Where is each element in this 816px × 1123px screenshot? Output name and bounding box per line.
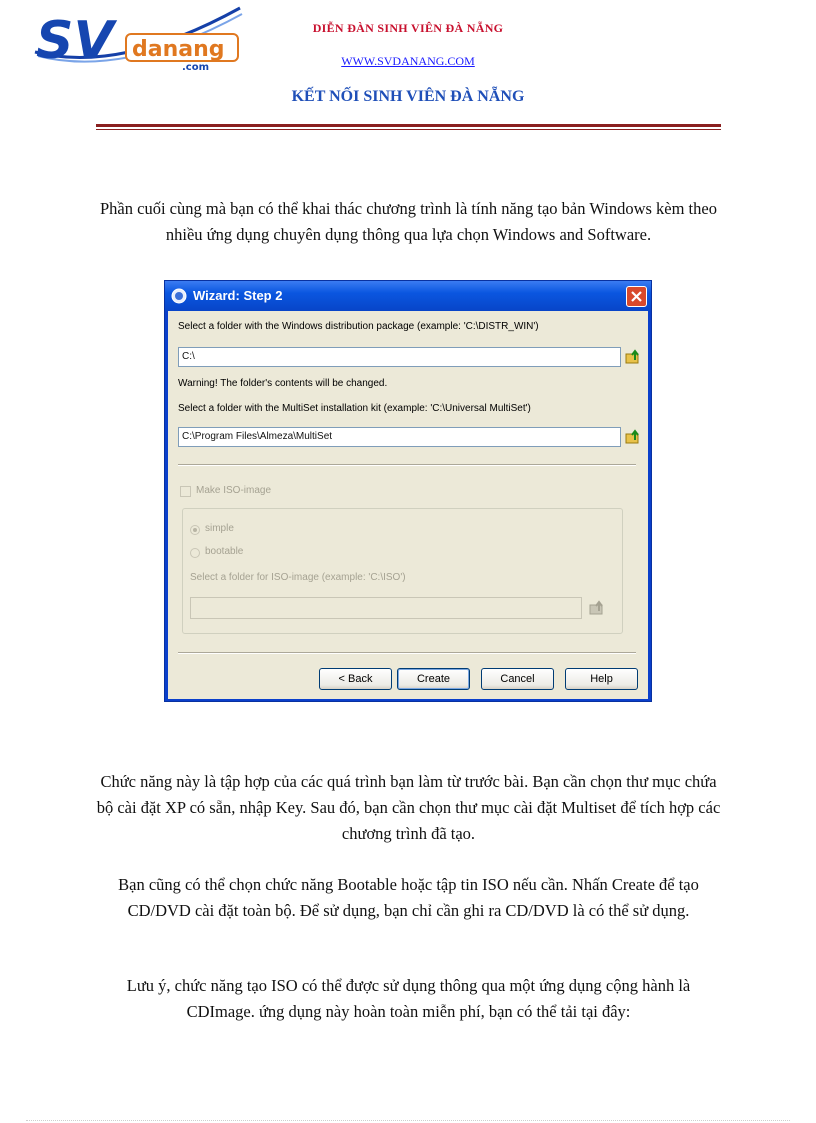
dialog-titlebar [165, 281, 651, 311]
radio-simple[interactable] [190, 525, 200, 535]
body-paragraph: Chức năng này là tập hợp của các quá trình bạn làm từ trước bài. Bạn cần chọn thư mục chứa bộ cài đặt XP có sẵn, nhập Key. Sau đó, bạn cần chọn thư mục cài đặt Multiset để tích hợp các chương trình đã tạo. [96, 772, 721, 843]
header-rule [96, 124, 721, 127]
body-paragraph: Bạn cũng có thể chọn chức năng Bootable hoặc tập tin ISO nếu cần. Nhấn Create để tạo CD/DVD cài đặt toàn bộ. Để sử dụng, bạn chỉ cần ghi ra CD/DVD là có thể sử dụng. [118, 875, 699, 920]
cancel-button[interactable]: Cancel [481, 668, 554, 690]
wizard-icon [171, 288, 187, 304]
create-button[interactable]: Create [397, 668, 470, 690]
radio-bootable-label: bootable [205, 546, 244, 557]
svg-text:SV: SV [36, 11, 114, 71]
make-iso-label: Make ISO-image [196, 485, 272, 496]
back-button[interactable]: < Back [319, 668, 392, 690]
separator [178, 464, 636, 466]
close-button[interactable] [626, 286, 647, 307]
warning-text: Warning! The folder's contents will be changed. [178, 378, 388, 389]
intro-paragraph: Phần cuối cùng mà bạn có thể khai thác chương trình là tính năng tạo bản Windows kèm theo nhiều ứng dụng chuyên dụng thông qua lựa chọn Windows and Software. [100, 199, 717, 244]
browse-folder-icon[interactable] [589, 600, 605, 616]
browse-folder-icon[interactable] [625, 349, 641, 365]
website-link[interactable]: WWW.SVDANANG.COM [341, 54, 475, 68]
tagline: KẾT NỐI SINH VIÊN ĐÀ NẴNG [291, 88, 525, 105]
footer-rule [26, 1120, 790, 1121]
svg-text:.com: .com [182, 62, 210, 73]
multiset-folder-label: Select a folder with the MultiSet installation kit (example: 'C:\Universal MultiSet') [178, 403, 531, 414]
svg-text:danang: danang [132, 37, 225, 62]
radio-simple-label: simple [205, 523, 234, 534]
multiset-folder-input[interactable]: C:\Program Files\Almeza\MultiSet [178, 427, 621, 447]
forum-name: DIỄN ĐÀN SINH VIÊN ĐÀ NẴNG [312, 21, 504, 35]
make-iso-checkbox[interactable] [180, 486, 191, 497]
iso-folder-label: Select a folder for ISO-image (example: 'C:\ISO') [190, 572, 406, 583]
windows-folder-input[interactable]: C:\ [178, 347, 621, 367]
dialog-client-area [168, 311, 648, 699]
browse-folder-icon[interactable] [625, 429, 641, 445]
close-icon [627, 287, 646, 306]
radio-bootable[interactable] [190, 548, 200, 558]
iso-folder-input[interactable] [190, 597, 582, 619]
help-button[interactable]: Help [565, 668, 638, 690]
separator [178, 652, 636, 654]
body-paragraph: Lưu ý, chức năng tạo ISO có thể được sử dụng thông qua một ứng dụng cộng hành là CDImage. ứng dụng này hoàn toàn miễn phí, bạn có thể tải tại đây: [126, 976, 691, 1021]
dialog-title: Wizard: Step 2 [193, 288, 283, 303]
header-rule-thin [96, 129, 721, 130]
wizard-dialog [164, 280, 652, 702]
windows-folder-label: Select a folder with the Windows distribution package (example: 'C:\DISTR_WIN') [178, 321, 539, 332]
